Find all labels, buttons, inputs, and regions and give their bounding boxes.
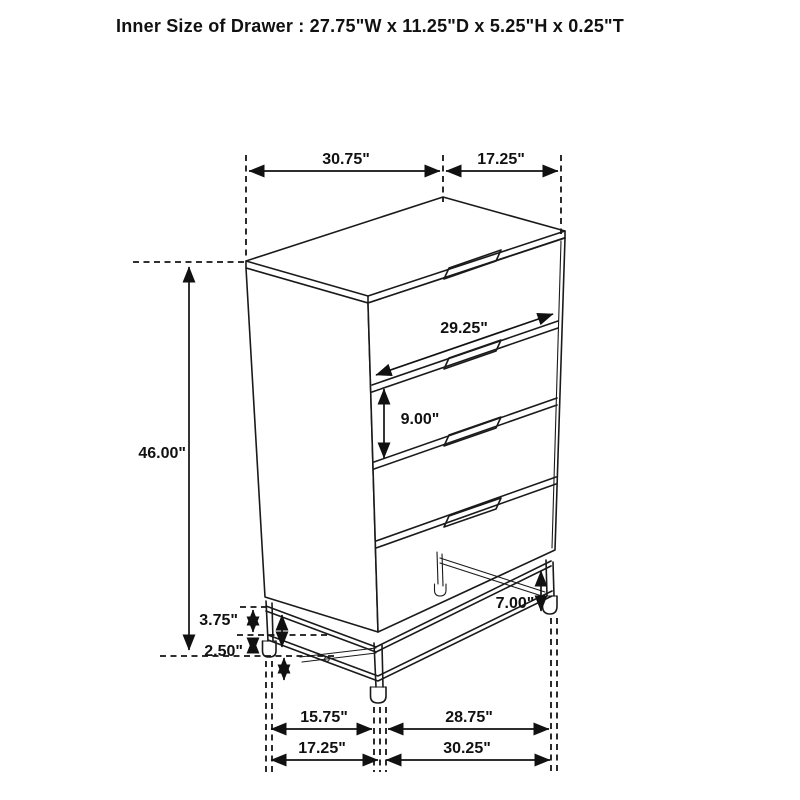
label-foot-gap: 2.50" [204, 643, 243, 660]
chest-drawing [246, 197, 565, 703]
base-leg-right [543, 560, 558, 614]
label-drawer-width: 29.25" [440, 320, 488, 337]
page-title: Inner Size of Drawer : 27.75"W x 11.25"D x 5.25"H x 0.25"T [116, 16, 624, 36]
label-base-depth-outer: 17.25" [298, 740, 346, 757]
label-overall-height: 46.00" [138, 445, 186, 462]
label-base-width-inner: 28.75" [445, 709, 493, 726]
label-base-width-outer: 30.25" [443, 740, 491, 757]
label-top-left-span: 30.75" [322, 151, 370, 168]
label-leg-height: 7.00" [495, 595, 535, 612]
label-frame-gap: 3.75" [199, 612, 238, 629]
label-top-right-span: 17.25" [477, 151, 525, 168]
label-drawer-height: 9.00" [400, 411, 440, 428]
cabinet-side-panel [246, 268, 378, 632]
label-base-depth-inner: 15.75" [300, 709, 348, 726]
